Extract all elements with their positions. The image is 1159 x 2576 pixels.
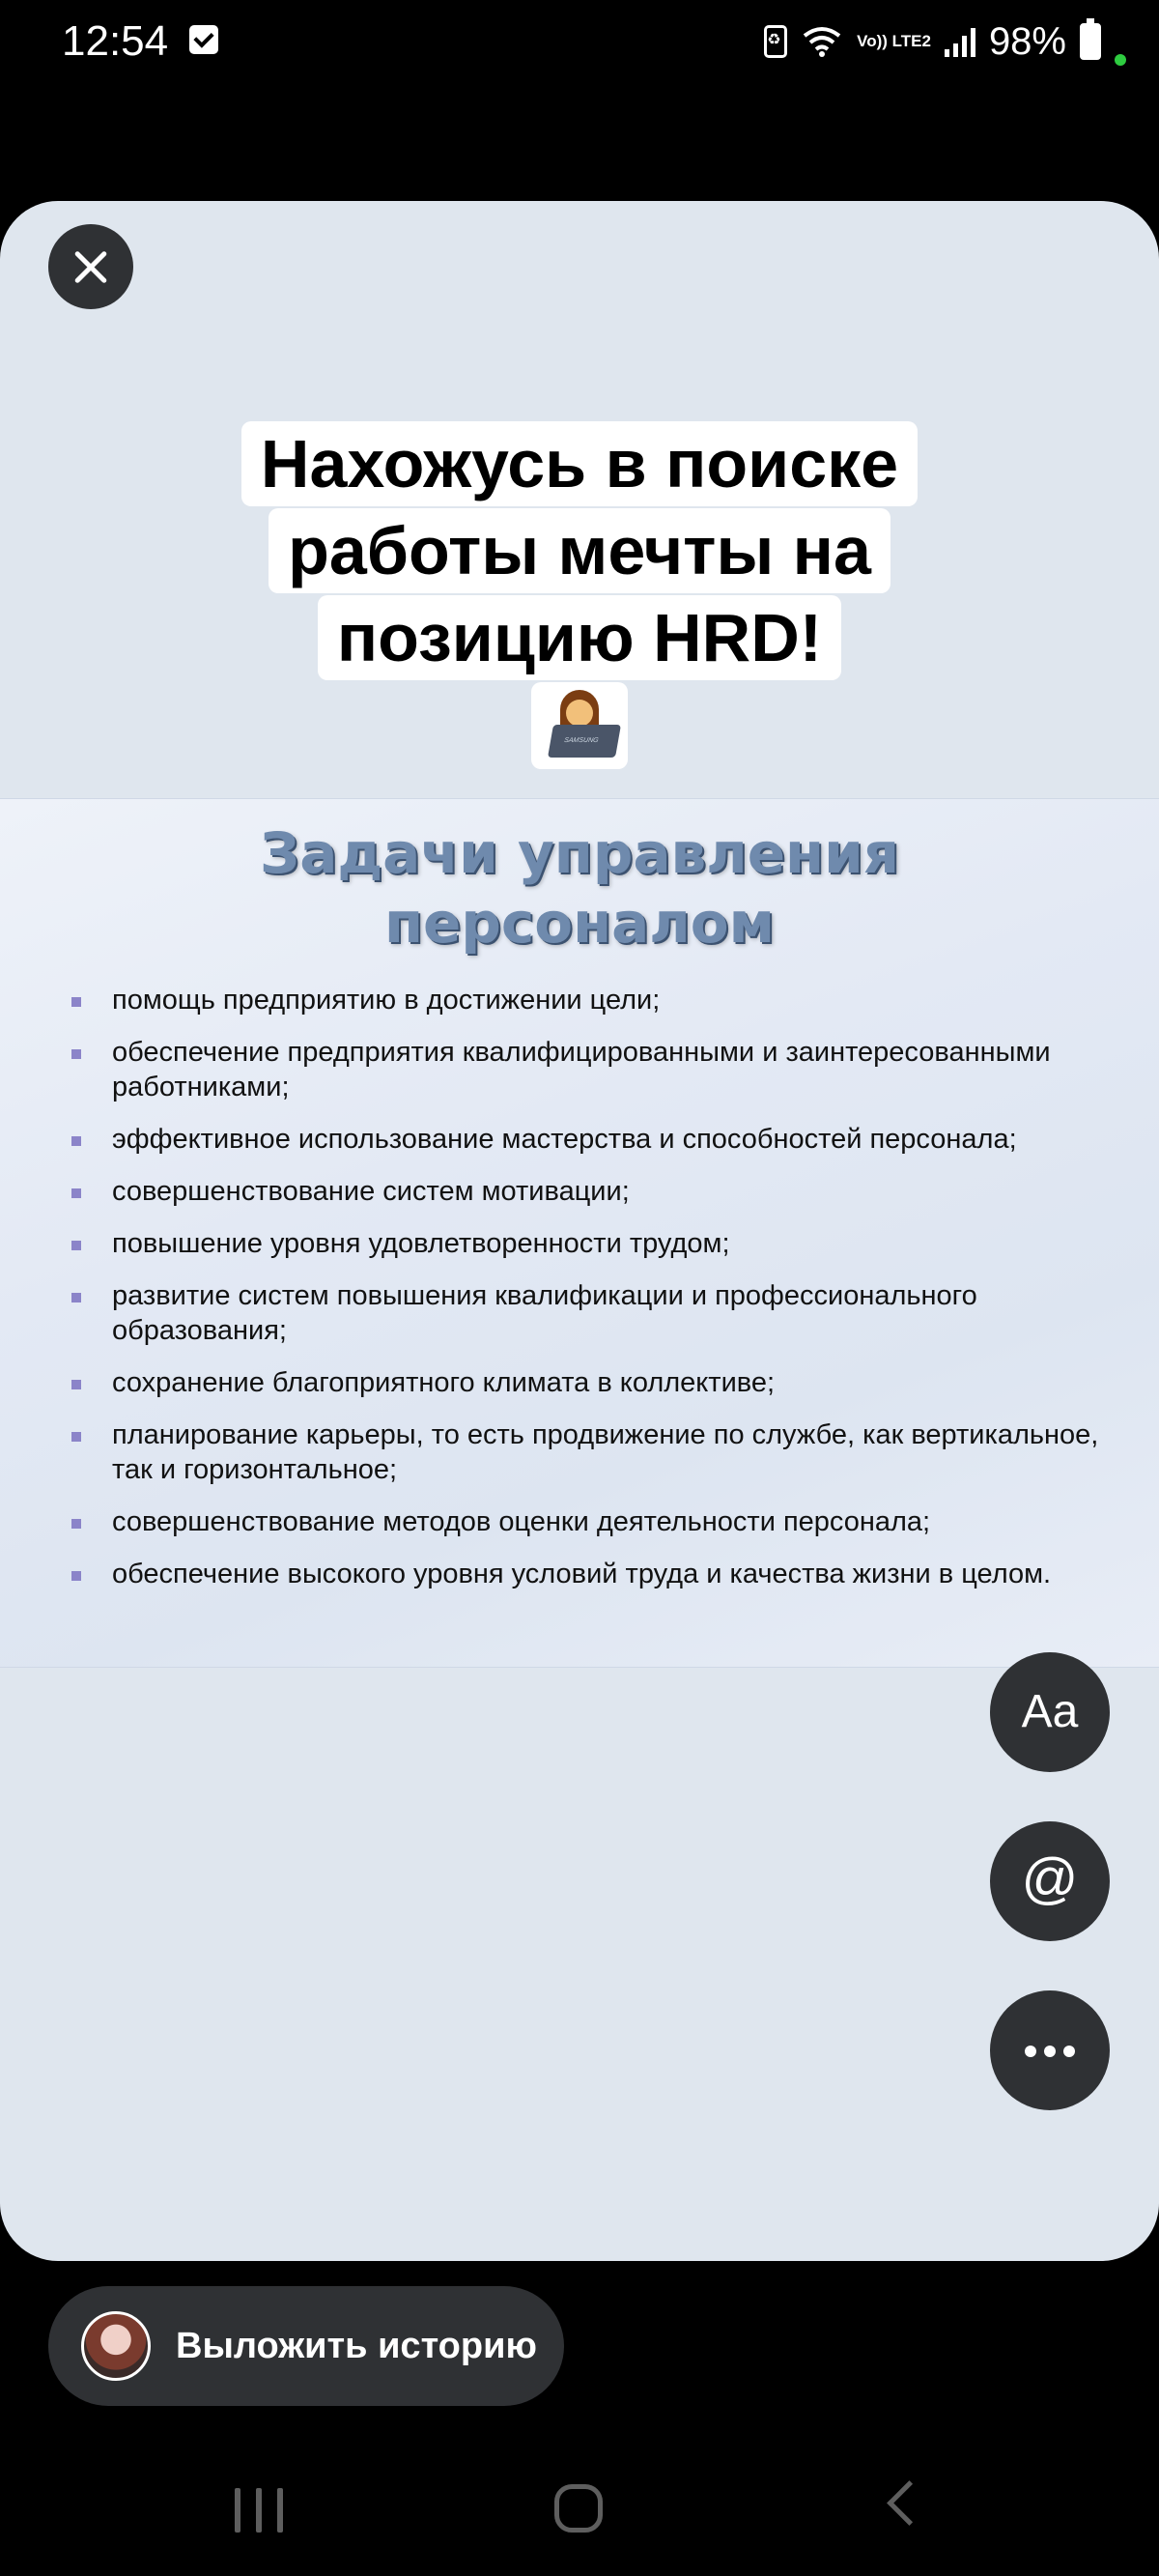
signal-icon — [945, 26, 975, 57]
mention-tool-button[interactable]: @ — [990, 1821, 1110, 1941]
recents-icon[interactable] — [235, 2488, 283, 2533]
privacy-indicator-icon — [1115, 54, 1126, 66]
text-tool-button[interactable]: Aa — [990, 1652, 1110, 1772]
post-story-label: Выложить историю — [176, 2326, 537, 2366]
status-icons — [764, 17, 1126, 66]
status-time: 12:54 — [62, 17, 169, 65]
home-icon[interactable] — [554, 2484, 603, 2533]
battery-saver-icon — [764, 25, 787, 58]
story-headline[interactable] — [0, 421, 1159, 774]
headline-line: позицию HRD! — [318, 595, 841, 680]
list-item: помощь предприятию в достижении цели; — [68, 983, 1111, 1017]
lte-icon: Vo)) LTE2 — [857, 32, 931, 50]
avatar — [81, 2311, 151, 2381]
list-item: сохранение благоприятного климата в коллективе; — [68, 1365, 1111, 1400]
headline-line: работы мечты на — [269, 508, 890, 593]
list-item: совершенствование систем мотивации; — [68, 1174, 1111, 1209]
list-item: совершенствование методов оценки деятельности персонала; — [68, 1504, 1111, 1539]
battery-icon — [1080, 23, 1101, 60]
list-item: планирование карьеры, то есть продвижение по службе, как вертикальное, так и горизонтальное; — [68, 1417, 1111, 1487]
list-item: обеспечение высокого уровня условий труда и качества жизни в целом. — [68, 1557, 1111, 1591]
list-item: эффективное использование мастерства и способностей персонала; — [68, 1122, 1111, 1157]
slide-image[interactable] — [0, 798, 1159, 1668]
headline-line: Нахожусь в поиске — [241, 421, 918, 506]
wifi-icon — [801, 24, 843, 59]
list-item: повышение уровня удовлетворенности трудом; — [68, 1226, 1111, 1261]
list-item: обеспечение предприятия квалифицированными и заинтересованными работниками; — [68, 1035, 1111, 1104]
more-options-button[interactable] — [990, 1990, 1110, 2110]
slide-task-list — [68, 983, 1111, 1609]
battery-percent: 98% — [988, 19, 1066, 63]
list-item: развитие систем повышения квалификации и профессионального образования; — [68, 1278, 1111, 1348]
post-story-button[interactable] — [48, 2286, 564, 2406]
story-editor-card[interactable] — [0, 201, 1159, 2261]
status-bar — [0, 0, 1159, 87]
slide-title: Задачи управления персоналом — [260, 820, 899, 956]
woman-technologist-emoji-icon — [531, 682, 628, 769]
back-icon[interactable] — [887, 2480, 932, 2526]
close-button[interactable] — [48, 224, 133, 309]
checkbox-notification-icon — [189, 25, 218, 54]
navigation-bar — [0, 2454, 1159, 2561]
